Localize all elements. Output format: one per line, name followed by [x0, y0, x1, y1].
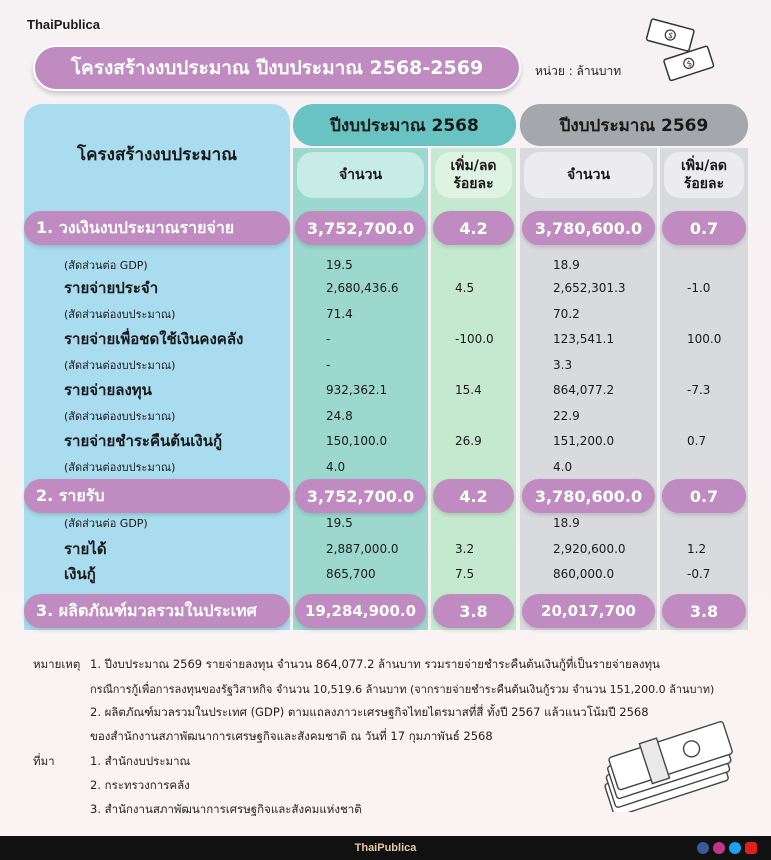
row-label: (สัดส่วนต่อ GDP)	[64, 259, 148, 272]
row-change-2568: 7.5	[455, 567, 475, 581]
row-label: รายได้	[64, 540, 107, 558]
section-3-change-2569: 3.8	[662, 594, 746, 628]
row-label: (สัดส่วนต่องบประมาณ)	[64, 410, 176, 423]
change-header-line1: เพิ่ม/ลด	[450, 158, 497, 174]
change-header-line2: ร้อยละ	[453, 176, 494, 192]
footer-bar	[0, 836, 771, 860]
row-amount-2568: -	[326, 332, 331, 346]
row-amount-2569: 3.3	[553, 358, 573, 372]
amount-2569-header: จำนวน	[524, 152, 653, 198]
source-1: 1. สำนักงบประมาณ	[90, 754, 191, 768]
row-change-2569: 1.2	[687, 542, 707, 556]
row-change-2569: -0.7	[687, 567, 711, 581]
row-amount-2568: 932,362.1	[326, 383, 388, 397]
change-2568-header	[435, 152, 512, 198]
remark-1b: กรณีการกู้เพื่อการลงทุนของรัฐวิสาหกิจ จำนวน 10,519.6 ล้านบาท (จากรายจ่ายชำระคืนต้นเงินกู้รวม จำนวน 151,200.0 ล้านบาท)	[90, 683, 715, 696]
footer-brand: ThaiPublica	[354, 842, 417, 854]
row-amount-2568: 2,887,000.0	[326, 542, 399, 556]
section-2-amount-2569: 3,780,600.0	[522, 479, 655, 513]
remark-label: หมายเหตุ	[33, 657, 81, 671]
brand-logo: ThaiPublica	[27, 17, 100, 32]
row-label: (สัดส่วนต่องบประมาณ)	[64, 359, 176, 372]
row-amount-2568: 2,680,436.6	[326, 281, 399, 295]
source-label: ที่มา	[33, 754, 55, 768]
section-1-label: 1. วงเงินงบประมาณรายจ่าย	[24, 211, 290, 245]
source-2: 2. กระทรวงการคลัง	[90, 778, 190, 792]
amount-2568-header: จำนวน	[297, 152, 424, 198]
section-1-amount-2569: 3,780,600.0	[522, 211, 655, 245]
unit-label: หน่วย : ล้านบาท	[535, 64, 622, 78]
row-amount-2569: 22.9	[553, 409, 580, 423]
svg-text:$: $	[667, 30, 675, 41]
row-amount-2569: 2,652,301.3	[553, 281, 626, 295]
money-stack-icon	[588, 712, 748, 812]
row-label: รายจ่ายเพื่อชดใช้เงินคงคลัง	[64, 330, 244, 348]
change-header-line1: เพิ่ม/ลด	[680, 158, 728, 174]
instagram-icon[interactable]	[713, 842, 725, 854]
row-amount-2568: 19.5	[326, 258, 353, 272]
section-3-amount-2568: 19,284,900.0	[295, 594, 426, 628]
page-title: โครงสร้างงบประมาณ ปีงบประมาณ 2568-2569	[33, 45, 521, 91]
label-column-header: โครงสร้างงบประมาณ	[77, 144, 237, 165]
row-change-2569: -1.0	[687, 281, 711, 295]
row-amount-2568: 150,100.0	[326, 434, 388, 448]
row-label: รายจ่ายชำระคืนต้นเงินกู้	[64, 432, 223, 450]
row-change-2568: 26.9	[455, 434, 482, 448]
section-1-change-2568: 4.2	[433, 211, 514, 245]
row-change-2569: 100.0	[687, 332, 722, 346]
row-amount-2569: 123,541.1	[553, 332, 615, 346]
row-change-2568: 3.2	[455, 542, 475, 556]
section-1-amount-2568: 3,752,700.0	[295, 211, 426, 245]
source-3: 3. สำนักงานสภาพัฒนาการเศรษฐกิจและสังคมแห่งชาติ	[90, 802, 362, 816]
year-2569-header: ปีงบประมาณ 2569	[520, 104, 748, 146]
remark-2b: ของสำนักงานสภาพัฒนาการเศรษฐกิจและสังคมชาติ ณ วันที่ 17 กุมภาพันธ์ 2568	[90, 729, 493, 743]
row-change-2568: -100.0	[455, 332, 494, 346]
row-amount-2569: 18.9	[553, 516, 580, 530]
row-amount-2568: 4.0	[326, 460, 346, 474]
row-label: รายจ่ายลงทุน	[64, 381, 152, 399]
row-amount-2568: 24.8	[326, 409, 353, 423]
row-amount-2569: 18.9	[553, 258, 580, 272]
row-amount-2569: 864,077.2	[553, 383, 615, 397]
svg-text:$: $	[685, 58, 694, 69]
section-3-amount-2569: 20,017,700	[522, 594, 655, 628]
year-2568-header: ปีงบประมาณ 2568	[293, 104, 516, 146]
row-label: รายจ่ายประจำ	[64, 279, 159, 297]
change-2569-header	[664, 152, 744, 198]
row-label: (สัดส่วนต่องบประมาณ)	[64, 461, 176, 474]
change-header-line2: ร้อยละ	[683, 176, 725, 192]
row-amount-2569: 4.0	[553, 460, 573, 474]
social-icons	[697, 842, 757, 854]
row-amount-2568: 19.5	[326, 516, 353, 530]
section-3-label: 3. ผลิตภัณฑ์มวลรวมในประเทศ	[24, 594, 290, 628]
row-change-2568: 15.4	[455, 383, 482, 397]
row-change-2569: 0.7	[687, 434, 707, 448]
section-2-label: 2. รายรับ	[24, 479, 290, 513]
row-label: (สัดส่วนต่อ GDP)	[64, 517, 148, 530]
remark-2a: 2. ผลิตภัณฑ์มวลรวมในประเทศ (GDP) ตามแถลงภาวะเศรษฐกิจไทยไตรมาสที่สี่ ทั้งปี 2567 แล้วแนวโน้มปี 2568	[90, 705, 649, 719]
row-amount-2569: 2,920,600.0	[553, 542, 626, 556]
section-1-change-2569: 0.7	[662, 211, 746, 245]
money-bills-icon	[640, 16, 720, 86]
row-label: เงินกู้	[64, 565, 96, 583]
section-2-change-2569: 0.7	[662, 479, 746, 513]
row-label: (สัดส่วนต่องบประมาณ)	[64, 308, 176, 321]
row-amount-2568: -	[326, 358, 331, 372]
section-2-amount-2568: 3,752,700.0	[295, 479, 426, 513]
row-amount-2569: 70.2	[553, 307, 580, 321]
section-3-change-2568: 3.8	[433, 594, 514, 628]
section-2-change-2568: 4.2	[433, 479, 514, 513]
facebook-icon[interactable]	[697, 842, 709, 854]
remark-1a: 1. ปีงบประมาณ 2569 รายจ่ายลงทุน จำนวน 864,077.2 ล้านบาท รวมรายจ่ายชำระคืนต้นเงินกู้ที่เป็นรายจ่ายลงทุน	[90, 657, 660, 671]
row-amount-2568: 71.4	[326, 307, 353, 321]
twitter-icon[interactable]	[729, 842, 741, 854]
row-amount-2568: 865,700	[326, 567, 376, 581]
youtube-icon[interactable]	[745, 842, 757, 854]
row-change-2569: -7.3	[687, 383, 711, 397]
row-amount-2569: 860,000.0	[553, 567, 615, 581]
row-amount-2569: 151,200.0	[553, 434, 615, 448]
row-change-2568: 4.5	[455, 281, 475, 295]
